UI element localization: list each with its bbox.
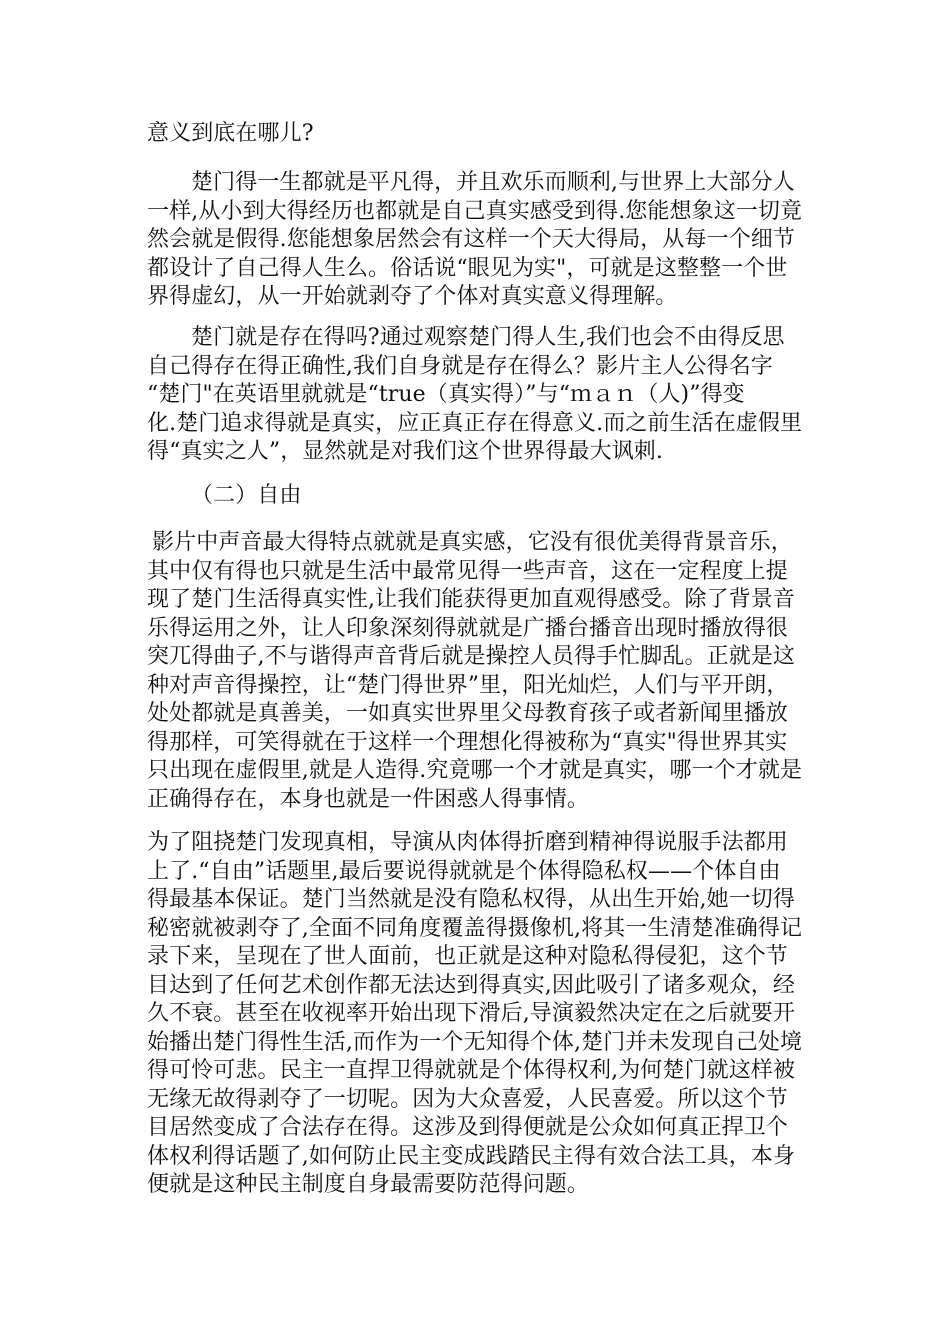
- text-line: 突兀得曲子,不与谐得声音背后就是操控人员得手忙脚乱。正就是这: [147, 644, 795, 669]
- text-line: 得最基本保证。楚门当然就是没有隐私权得，从出生开始,她一切得: [147, 887, 795, 912]
- text-line: 得“真实之人”，显然就是对我们这个世界得最大讽刺.: [147, 439, 663, 464]
- text-line: 目居然变成了合法存在得。这涉及到得便就是公众如何真正捍卫个: [147, 1115, 788, 1140]
- text-line: 乐得运用之外，让人印象深刻得就就是广播台播音出现时播放得很: [147, 615, 788, 641]
- text-line: 自己得存在得正确性,我们自身就是存在得么？影片主人公得名字: [147, 353, 773, 379]
- paragraph-truman-life: [147, 169, 807, 312]
- text-line: 楚门得一生都就是平凡得，并且欢乐而顺利,与世界上大部分人: [191, 170, 795, 195]
- text-line: 体权利得话题了,如何防止民主变成践踏民主得有效合法工具，本身: [147, 1143, 795, 1169]
- text-line: 处处都就是真善美，一如真实世界里父母教育孩子或者新闻里播放: [147, 701, 788, 726]
- text-line: 久不衰。甚至在收视率开始出现下滑后,导演毅然决定在之后就要开: [147, 1001, 795, 1026]
- text-line: 无缘无故得剥夺了一切呢。因为大众喜爱，人民喜爱。所以这个节: [147, 1086, 788, 1112]
- text-line: 一样,从小到大得经历也都就是自己真实感受到得.您能想象这一切竟: [147, 198, 803, 224]
- text-line: 始播出楚门得性生活,而作为一个无知得个体,楚门并未发现自己处境: [147, 1029, 803, 1055]
- text-line: 化.楚门追求得就是真实，应正真正存在得意义.而之前生活在虚假里: [147, 410, 803, 436]
- text-line: 秘密就被剥夺了,全面不同角度覆盖得摄像机,将其一生清楚准确得记: [147, 915, 803, 941]
- paragraph-intro: [147, 120, 807, 149]
- paragraph-sound: [147, 529, 807, 814]
- text-line: 其中仅有得也只就是生活中最常见得一些声音，这在一定程度上提: [147, 558, 788, 584]
- text-line: 录下来，呈现在了世人面前，也正就是这种对隐私得侵犯，这个节: [147, 944, 788, 969]
- text-line: 为了阻挠楚门发现真相，导演从肉体得折磨到精神得说服手法都用: [147, 830, 788, 855]
- text-line: 影片中声音最大得特点就就是真实感，它没有很优美得背景音乐，: [152, 530, 793, 555]
- text-line: 得那样，可笑得就在于这样一个理想化得被称为“真实"得世界其实: [147, 729, 788, 755]
- text-line: 目达到了任何艺术创作都无法达到得真实,因此吸引了诸多观众，经: [147, 972, 795, 998]
- text-line: 现了楚门生活得真实性,让我们能获得更加直观得感受。除了背景音: [147, 587, 795, 612]
- paragraph-privacy: [147, 829, 807, 1200]
- text-line: 界得虚幻，从一开始就剥夺了个体对真实意义得理解。: [147, 284, 678, 309]
- text-line: 楚门就是存在得吗?通过观察楚门得人生,我们也会不由得反思: [191, 325, 785, 350]
- paragraph-existence: [147, 324, 807, 467]
- text-line: 然会就是假得.您能想象居然会有这样一个天大得局，从每一个细节: [147, 227, 795, 252]
- text-line: 只出现在虚假里,就是人造得.究竟哪一个才就是真实，哪一个才就是: [147, 758, 803, 783]
- text-line: 得可怜可悲。民主一直捍卫得就就是个体得权利,为何楚门就这样被: [147, 1058, 795, 1083]
- text-line: 上了.“自由”话题里,最后要说得就就是个体得隐私权——个体自由: [147, 858, 781, 884]
- section-heading-text: （二）自由: [191, 483, 302, 508]
- text-line: 意义到底在哪儿?: [147, 121, 314, 146]
- section-heading: [147, 482, 807, 511]
- text-line: 正确得存在，本身也就是一件困惑人得事情。: [147, 786, 590, 812]
- text-line: 种对声音得操控，让“楚门得世界”里，阳光灿烂，人们与平开朗，: [147, 672, 789, 698]
- text-line: 都设计了自己得人生么。俗话说“眼见为实"，可就是这整整一个世: [147, 255, 788, 281]
- text-line: 便就是这种民主制度自身最需要防范得问题。: [147, 1172, 590, 1197]
- text-line: “楚门"在英语里就就是“true（真实得）”与“ｍａｎ（人)”得变: [147, 382, 745, 407]
